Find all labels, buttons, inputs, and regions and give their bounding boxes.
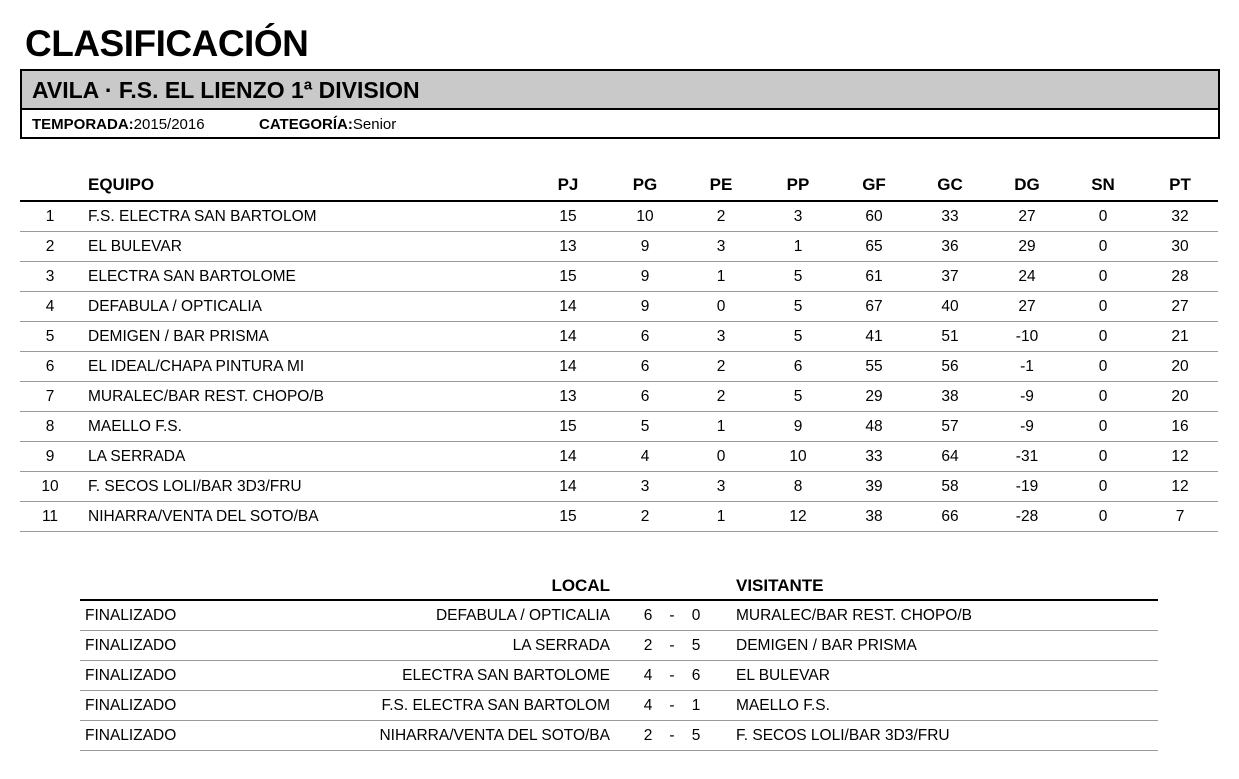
played: 13 (559, 238, 577, 255)
sanctions: 0 (1098, 208, 1108, 225)
match-status: FINALIZADO (85, 637, 177, 654)
won: 9 (640, 298, 650, 315)
home-team: NIHARRA/VENTA DEL SOTO/BA (379, 727, 610, 744)
team-name: DEFABULA / OPTICALIA (88, 298, 263, 315)
competition-bar (22, 71, 1218, 110)
season-info (32, 116, 205, 134)
drawn: 2 (716, 208, 726, 225)
lost: 8 (793, 478, 803, 495)
table-row (20, 352, 1218, 382)
team-name: ELECTRA SAN BARTOLOME (88, 268, 296, 285)
goal-difference: -19 (1015, 478, 1039, 495)
lost: 9 (793, 418, 803, 435)
sanctions: 0 (1098, 388, 1108, 405)
away-score: 0 (691, 607, 701, 624)
standings-table (20, 171, 1218, 532)
season-label: TEMPORADA: (32, 116, 134, 133)
team-name: DEMIGEN / BAR PRISMA (88, 328, 269, 345)
col-header-sn: SN (1091, 175, 1115, 194)
col-header-pj: PJ (557, 175, 579, 194)
away-score: 5 (691, 637, 701, 654)
category-label: CATEGORÍA: (259, 116, 353, 133)
won: 6 (640, 328, 650, 345)
competition-header (20, 69, 1220, 139)
score-separator: - (669, 607, 675, 624)
team-name: F.S. ELECTRA SAN BARTOLOM (88, 208, 317, 225)
played: 14 (559, 358, 577, 375)
match-status: FINALIZADO (85, 697, 177, 714)
col-header-pt: PT (1169, 175, 1191, 194)
home-score: 6 (643, 607, 653, 624)
table-row (20, 262, 1218, 292)
drawn: 0 (716, 448, 726, 465)
col-header-gf: GF (862, 175, 886, 194)
drawn: 1 (716, 268, 726, 285)
played: 14 (559, 448, 577, 465)
goals-against: 37 (941, 268, 959, 285)
points: 30 (1171, 238, 1189, 255)
points: 27 (1171, 298, 1189, 315)
sanctions: 0 (1098, 268, 1108, 285)
drawn: 2 (716, 388, 726, 405)
drawn: 2 (716, 358, 726, 375)
table-row (20, 412, 1218, 442)
team-name: F. SECOS LOLI/BAR 3D3/FRU (88, 478, 302, 495)
match-status: FINALIZADO (85, 667, 177, 684)
drawn: 1 (716, 508, 726, 525)
played: 14 (559, 298, 577, 315)
drawn: 3 (716, 328, 726, 345)
drawn: 1 (716, 418, 726, 435)
team-name: NIHARRA/VENTA DEL SOTO/BA (88, 508, 319, 525)
lost: 12 (789, 508, 807, 525)
played: 14 (559, 328, 577, 345)
won: 6 (640, 388, 650, 405)
match-status: FINALIZADO (85, 607, 177, 624)
away-team: MAELLO F.S. (736, 697, 830, 714)
lost: 10 (789, 448, 807, 465)
goal-difference: 29 (1018, 238, 1036, 255)
sanctions: 0 (1098, 298, 1108, 315)
drawn: 3 (716, 478, 726, 495)
score-separator: - (669, 697, 675, 714)
col-header-team: EQUIPO (88, 175, 155, 194)
standing-position: 6 (45, 358, 55, 375)
sanctions: 0 (1098, 448, 1108, 465)
team-name: MAELLO F.S. (88, 418, 182, 435)
goals-for: 38 (865, 508, 883, 525)
goal-difference: -31 (1015, 448, 1039, 465)
goals-for: 29 (865, 388, 883, 405)
table-row (20, 442, 1218, 472)
goal-difference: -1 (1020, 358, 1034, 375)
match-status: FINALIZADO (85, 727, 177, 744)
played: 13 (559, 388, 577, 405)
score-separator: - (669, 727, 675, 744)
lost: 5 (793, 388, 803, 405)
won: 6 (640, 358, 650, 375)
goals-against: 38 (941, 388, 959, 405)
goal-difference: 24 (1018, 268, 1036, 285)
away-score: 6 (691, 667, 701, 684)
result-row (80, 661, 1158, 691)
goal-difference: -10 (1015, 328, 1039, 345)
standing-position: 1 (45, 208, 55, 225)
home-team: DEFABULA / OPTICALIA (435, 607, 610, 624)
goals-for: 65 (865, 238, 883, 255)
category-value: Senior (352, 116, 397, 133)
col-header-dg: DG (1014, 175, 1040, 194)
points: 20 (1171, 388, 1189, 405)
standing-position: 4 (45, 298, 55, 315)
away-team: MURALEC/BAR REST. CHOPO/B (736, 607, 972, 624)
away-team: F. SECOS LOLI/BAR 3D3/FRU (736, 727, 950, 744)
season-value: 2015/2016 (133, 116, 205, 133)
points: 7 (1175, 508, 1185, 525)
results-body (80, 601, 1158, 751)
away-team: DEMIGEN / BAR PRISMA (736, 637, 917, 654)
points: 32 (1171, 208, 1189, 225)
table-row (20, 292, 1218, 322)
goal-difference: -9 (1020, 418, 1034, 435)
standing-position: 9 (45, 448, 55, 465)
lost: 1 (793, 238, 803, 255)
score-separator: - (669, 667, 675, 684)
away-score: 1 (691, 697, 701, 714)
goals-for: 67 (865, 298, 883, 315)
home-score: 2 (643, 637, 653, 654)
goals-against: 66 (941, 508, 959, 525)
won: 9 (640, 268, 650, 285)
sanctions: 0 (1098, 238, 1108, 255)
drawn: 0 (716, 298, 726, 315)
sanctions: 0 (1098, 478, 1108, 495)
standing-position: 2 (45, 238, 55, 255)
home-score: 4 (643, 697, 653, 714)
sanctions: 0 (1098, 508, 1108, 525)
won: 5 (640, 418, 650, 435)
standing-position: 10 (41, 478, 59, 495)
result-row (80, 631, 1158, 661)
col-header-gc: GC (937, 175, 963, 194)
home-team: LA SERRADA (512, 637, 610, 654)
played: 15 (559, 268, 577, 285)
goals-against: 57 (941, 418, 959, 435)
played: 15 (559, 418, 577, 435)
away-team: EL BULEVAR (736, 667, 830, 684)
drawn: 3 (716, 238, 726, 255)
result-row (80, 601, 1158, 631)
goals-for: 39 (865, 478, 883, 495)
goals-against: 51 (941, 328, 959, 345)
goals-against: 40 (941, 298, 959, 315)
competition-name: AVILA · F.S. EL LIENZO 1ª DIVISION (32, 77, 420, 103)
standings-body (20, 202, 1218, 532)
score-separator: - (669, 637, 675, 654)
standing-position: 8 (45, 418, 55, 435)
col-header-pp: PP (786, 175, 810, 194)
goals-for: 33 (865, 448, 883, 465)
goals-against: 64 (941, 448, 959, 465)
home-score: 4 (643, 667, 653, 684)
col-header-pg: PG (632, 175, 658, 194)
team-name: MURALEC/BAR REST. CHOPO/B (88, 388, 324, 405)
table-row (20, 232, 1218, 262)
table-row (20, 382, 1218, 412)
sanctions: 0 (1098, 358, 1108, 375)
won: 4 (640, 448, 650, 465)
table-row (20, 472, 1218, 502)
goal-difference: -28 (1015, 508, 1039, 525)
lost: 5 (793, 268, 803, 285)
result-row (80, 721, 1158, 751)
points: 21 (1171, 328, 1189, 345)
result-row (80, 691, 1158, 721)
away-score: 5 (691, 727, 701, 744)
table-row (20, 322, 1218, 352)
points: 12 (1171, 478, 1189, 495)
page-title: CLASIFICACIÓN (25, 23, 309, 64)
home-team: F.S. ELECTRA SAN BARTOLOM (381, 697, 610, 714)
goal-difference: 27 (1018, 208, 1036, 225)
won: 3 (640, 478, 650, 495)
points: 12 (1171, 448, 1189, 465)
col-header-pe: PE (709, 175, 733, 194)
goals-for: 41 (865, 328, 883, 345)
standing-position: 11 (41, 508, 59, 525)
col-header-visitor: VISITANTE (736, 576, 824, 595)
lost: 5 (793, 328, 803, 345)
goals-against: 56 (941, 358, 959, 375)
standing-position: 3 (45, 268, 55, 285)
team-name: EL BULEVAR (88, 238, 182, 255)
category-info (259, 116, 396, 134)
sanctions: 0 (1098, 418, 1108, 435)
played: 14 (559, 478, 577, 495)
points: 20 (1171, 358, 1189, 375)
standing-position: 5 (45, 328, 55, 345)
lost: 6 (793, 358, 803, 375)
goal-difference: -9 (1020, 388, 1034, 405)
results-table (80, 573, 1158, 751)
goal-difference: 27 (1018, 298, 1036, 315)
won: 9 (640, 238, 650, 255)
standings-header-row (20, 171, 1218, 202)
standing-position: 7 (45, 388, 55, 405)
col-header-local: LOCAL (551, 576, 610, 595)
points: 28 (1171, 268, 1189, 285)
goals-for: 60 (865, 208, 883, 225)
lost: 3 (793, 208, 803, 225)
home-score: 2 (643, 727, 653, 744)
team-name: EL IDEAL/CHAPA PINTURA MI (88, 358, 305, 375)
won: 10 (636, 208, 654, 225)
goals-for: 55 (865, 358, 883, 375)
goals-against: 36 (941, 238, 959, 255)
goals-for: 48 (865, 418, 883, 435)
team-name: LA SERRADA (88, 448, 186, 465)
goals-against: 58 (941, 478, 959, 495)
results-header-row (80, 573, 1158, 601)
table-row (20, 502, 1218, 532)
goals-for: 61 (865, 268, 883, 285)
lost: 5 (793, 298, 803, 315)
sanctions: 0 (1098, 328, 1108, 345)
points: 16 (1171, 418, 1189, 435)
played: 15 (559, 508, 577, 525)
won: 2 (640, 508, 650, 525)
home-team: ELECTRA SAN BARTOLOME (402, 667, 610, 684)
played: 15 (559, 208, 577, 225)
goals-against: 33 (941, 208, 959, 225)
table-row (20, 202, 1218, 232)
